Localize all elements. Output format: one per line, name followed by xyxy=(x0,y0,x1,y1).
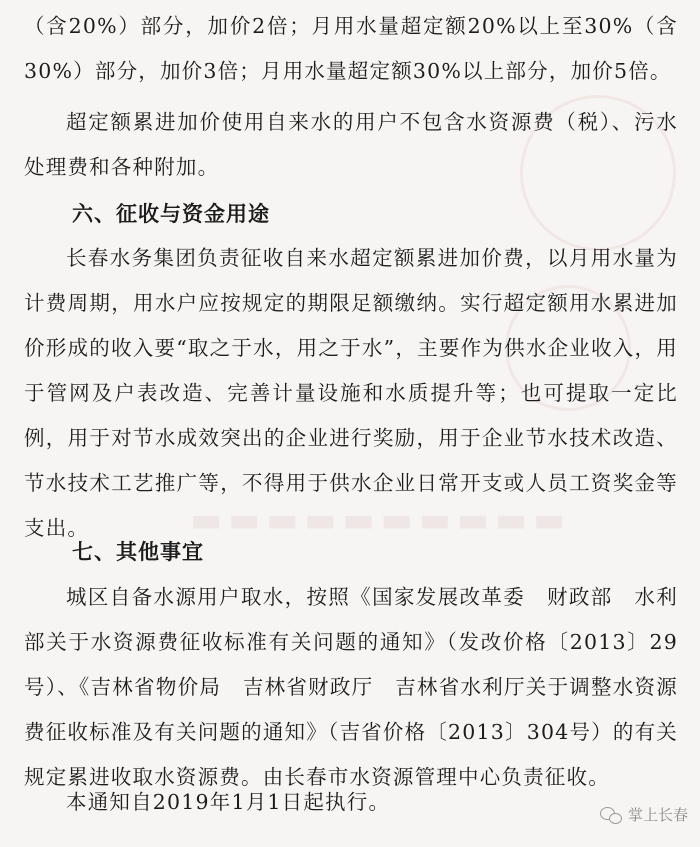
section-heading-seven: 七、其他事宜 xyxy=(72,540,204,564)
paragraph-exclusion: 超定额累进加价使用自来水的用户不包含水资源费（税）、污水处理费和各种附加。 xyxy=(24,110,678,179)
paragraph-effective-date: 本通知自2019年1月1日起执行。 xyxy=(66,790,391,814)
paragraph-collection: 长春水务集团负责征收自来水超定额累进加价费，以月用水量为计费周期，用水户应按规定的期限足额缴纳。实行超定额用水累进加价形成的收入要“取之于水，用之于水”，主要作为供水企业收入，用于管网及户表改造、完善计量设施和水质提升等；也可提取一定比例，用于对节水成效突出的企业进行奖励，用于企业节水技术改造、节水技术工艺推广等，不得用于供水企业日常开支或人员工资奖金等支出。 xyxy=(24,246,678,540)
paragraph-continuation: （含20%）部分，加价2倍；月用水量超定额20%以上至30%（含30%）部分，加价3倍；月用水量超定额30%以上部分，加价5倍。 xyxy=(24,14,678,83)
show-through-decoration: ▬▬▬▬▬▬▬▬▬▬ xyxy=(190,500,572,540)
paragraph-self-supply: 城区自备水源用户取水，按照《国家发展改革委 财政部 水利部关于水资源费征收标准有关问题的通知》（发改价格〔2013〕29号）、《吉林省物价局 吉林省财政厅 吉林省水利厅关于调整水资源费征收标准及有关问题的通知》（吉省价格〔2013〕304号）的有关规定累进收取水资源费。由长春市水资源管理中心负责征收。 xyxy=(24,585,678,789)
watermark xyxy=(600,804,688,825)
watermark-text: 掌上长春 xyxy=(627,806,688,824)
wechat-icon xyxy=(600,806,622,824)
section-heading-six: 六、征收与资金用途 xyxy=(72,202,270,226)
